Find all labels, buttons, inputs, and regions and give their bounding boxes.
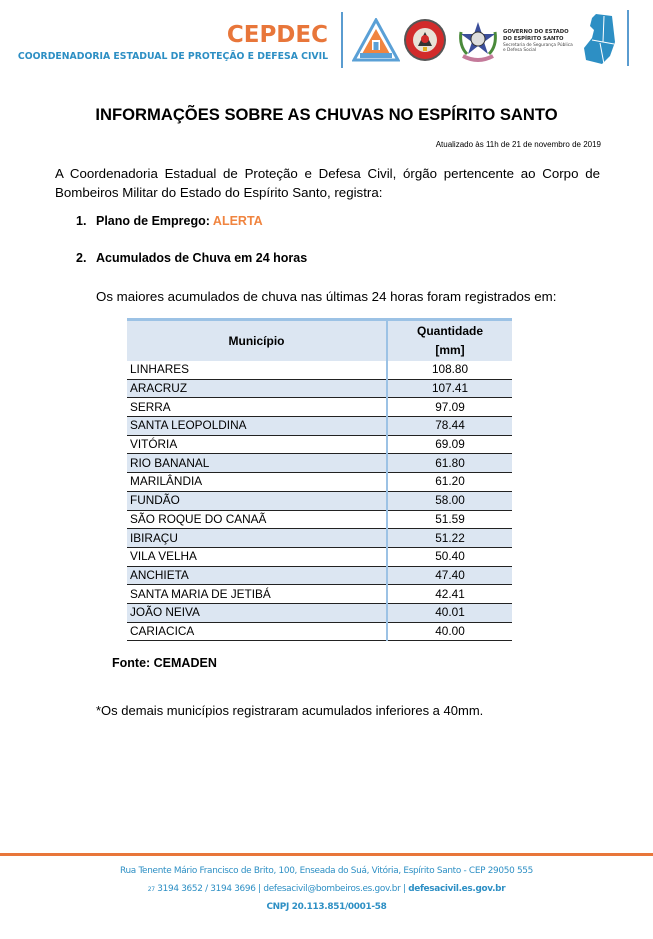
table-row — [127, 603, 512, 622]
cell-municipio: VITÓRIA — [127, 435, 387, 454]
table-row — [127, 398, 512, 417]
espirito-santo-map-logo — [582, 12, 618, 66]
cell-municipio: JOÃO NEIVA — [127, 603, 387, 622]
header-quantidade-line1: Quantidade — [416, 324, 483, 338]
cell-quantidade: 40.01 — [387, 603, 512, 622]
cell-quantidade: 40.00 — [387, 622, 512, 641]
header-divider — [341, 12, 343, 68]
table-row — [127, 361, 512, 379]
cell-municipio: MARILÂNDIA — [127, 473, 387, 492]
footnote: *Os demais municípios registraram acumulados inferiores a 40mm. — [96, 703, 484, 718]
cell-municipio: SANTA LEOPOLDINA — [127, 417, 387, 436]
header-quantidade — [387, 320, 512, 362]
header-municipio: Município — [127, 320, 387, 362]
cell-municipio: RIO BANANAL — [127, 454, 387, 473]
footer-divider — [0, 853, 653, 856]
table-row — [127, 585, 512, 604]
brand-block — [0, 22, 328, 63]
cell-quantidade: 51.59 — [387, 510, 512, 529]
cell-municipio: IBIRAÇU — [127, 529, 387, 548]
cell-quantidade: 78.44 — [387, 417, 512, 436]
government-title — [503, 29, 583, 42]
footer-cnpj: CNPJ 20.113.851/0001-58 — [266, 902, 387, 912]
table-intro: Os maiores acumulados de chuva nas últimas 24 horas foram registrados em: — [96, 289, 557, 304]
cell-municipio: FUNDÃO — [127, 491, 387, 510]
cell-quantidade: 50.40 — [387, 547, 512, 566]
table-row — [127, 435, 512, 454]
government-title-line2: DO ESPÍRITO SANTO — [503, 35, 564, 42]
cell-quantidade: 61.80 — [387, 454, 512, 473]
cell-quantidade: 107.41 — [387, 379, 512, 398]
cell-municipio: LINHARES — [127, 361, 387, 379]
list-label: Plano de Emprego: — [96, 214, 213, 228]
government-subtitle-line2: e Defesa Social — [503, 48, 537, 54]
table-row — [127, 379, 512, 398]
table-row — [127, 454, 512, 473]
list-item-plano-emprego — [76, 214, 263, 228]
list-number: 2. — [76, 251, 87, 265]
footer-address: Rua Tenente Mário Francisco de Brito, 100, Enseada do Suá, Vitória, Espírito Santo - CEP 29050 555 — [120, 866, 533, 876]
cell-municipio: SÃO ROQUE DO CANAÃ — [127, 510, 387, 529]
header-divider-right — [627, 10, 629, 66]
footer-website[interactable]: defesacivil.es.gov.br — [408, 884, 506, 894]
bombeiros-seal-logo — [403, 18, 447, 62]
footer-phones: 3194 3652 / 3194 3696 — [157, 884, 256, 894]
document-title: INFORMAÇÕES SOBRE AS CHUVAS NO ESPÍRITO SANTO — [95, 105, 558, 124]
table-row — [127, 622, 512, 641]
government-subtitle — [503, 43, 583, 54]
cell-quantidade: 42.41 — [387, 585, 512, 604]
government-subtitle-line1: Secretaria de Segurança Pública — [503, 43, 573, 48]
cell-municipio: SERRA — [127, 398, 387, 417]
footer-separator: | — [258, 884, 261, 894]
cell-municipio: ANCHIETA — [127, 566, 387, 585]
cell-quantidade: 108.80 — [387, 361, 512, 379]
table-body — [127, 361, 512, 641]
cell-municipio: CARIACICA — [127, 622, 387, 641]
table-header-row — [127, 320, 512, 362]
brand-title: CEPDEC — [226, 22, 328, 48]
data-source: Fonte: CEMADEN — [112, 656, 217, 670]
espirito-santo-coat-of-arms — [455, 18, 501, 64]
cell-municipio: ARACRUZ — [127, 379, 387, 398]
footer-email[interactable]: defesacivil@bombeiros.es.gov.br — [263, 884, 401, 894]
footer-contact — [0, 884, 653, 894]
cell-quantidade: 58.00 — [387, 491, 512, 510]
government-title-line1: GOVERNO DO ESTADO — [503, 29, 569, 35]
table-row — [127, 547, 512, 566]
cell-quantidade: 51.22 — [387, 529, 512, 548]
cell-municipio: VILA VELHA — [127, 547, 387, 566]
brand-subtitle: COORDENADORIA ESTADUAL DE PROTEÇÃO E DEFESA CIVIL — [17, 51, 328, 62]
list-number: 1. — [76, 214, 87, 228]
footer-area-code: 27 — [147, 886, 155, 893]
cell-quantidade: 97.09 — [387, 398, 512, 417]
intro-paragraph: A Coordenadoria Estadual de Proteção e Defesa Civil, órgão pertencente ao Corpo de Bombeiros Militar do Estado do Espírito Santo, registra: — [55, 166, 600, 200]
cell-quantidade: 61.20 — [387, 473, 512, 492]
cell-quantidade: 47.40 — [387, 566, 512, 585]
list-label: Acumulados de Chuva em 24 horas — [96, 251, 308, 265]
table-row — [127, 510, 512, 529]
header-quantidade-unit: [mm] — [435, 343, 465, 357]
table-row — [127, 473, 512, 492]
table-row — [127, 417, 512, 436]
defesa-civil-logo — [352, 18, 400, 63]
rainfall-table — [127, 318, 512, 641]
table-row — [127, 529, 512, 548]
alert-level: ALERTA — [212, 214, 263, 228]
government-label — [503, 29, 583, 54]
cell-municipio: SANTA MARIA DE JETIBÁ — [127, 585, 387, 604]
table-row — [127, 566, 512, 585]
table-row — [127, 491, 512, 510]
updated-timestamp: Atualizado às 11h de 21 de novembro de 2019 — [435, 140, 601, 149]
list-item-acumulados — [76, 251, 307, 265]
cell-quantidade: 69.09 — [387, 435, 512, 454]
footer-separator: | — [402, 884, 406, 894]
